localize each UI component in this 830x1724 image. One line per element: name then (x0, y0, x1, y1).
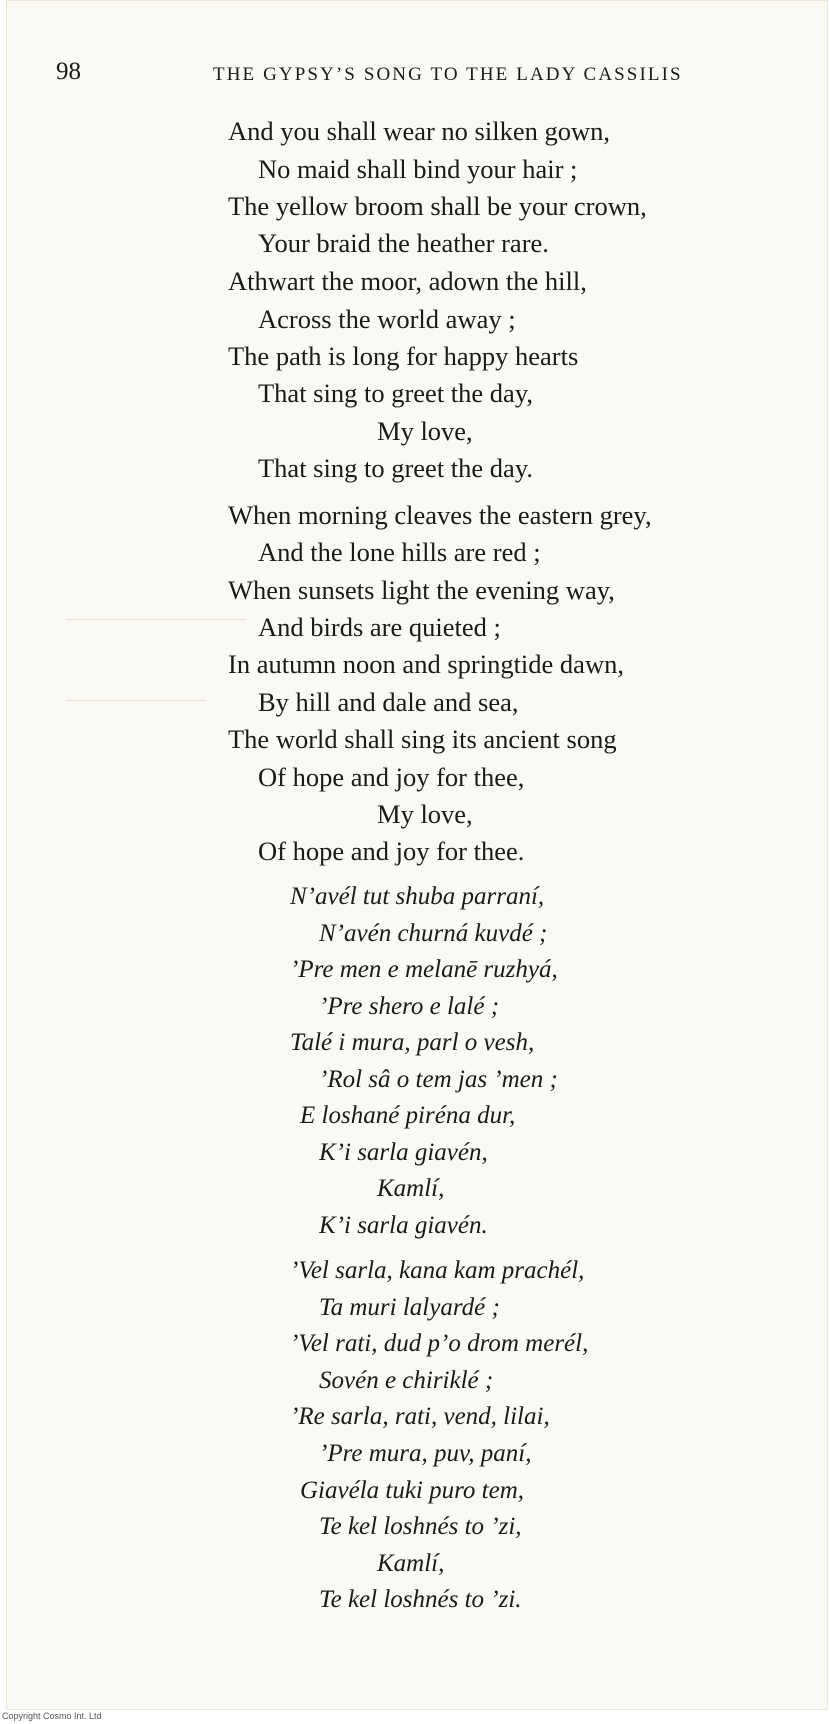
verse-line: Across the world away ; (258, 304, 516, 334)
verse-line: N’avén churná kuvdé ; (319, 920, 548, 947)
verse-line: No maid shall bind your hair ; (258, 154, 578, 184)
verse-line: ’Pre men e melanē ruzhyá, (290, 956, 558, 983)
verse-line: ’Vel rati, dud p’o drom merél, (290, 1330, 589, 1357)
verse-line: That sing to greet the day, (258, 378, 533, 408)
verse-line: ’Rol sâ o tem jas ’men ; (319, 1066, 558, 1093)
copyright-notice: Copyright Cosmo Int. Ltd (2, 1711, 102, 1721)
verse-line: When morning cleaves the eastern grey, (228, 500, 652, 530)
verse-line: ’Pre mura, puv, paní, (319, 1440, 532, 1467)
verse-line: And birds are quieted ; (258, 612, 501, 642)
verse-line: Ta muri lalyardé ; (319, 1294, 500, 1321)
book-page (6, 0, 828, 1710)
verse-line: Of hope and joy for thee. (258, 836, 525, 866)
verse-line: The yellow broom shall be your crown, (228, 191, 647, 221)
verse-line: Te kel loshnés to ’zi. (319, 1586, 522, 1613)
verse-line: Kamlí, (377, 1550, 445, 1577)
verse-line: ’Re sarla, rati, vend, lilai, (290, 1403, 550, 1430)
verse-line: E loshané piréna dur, (300, 1102, 516, 1129)
verse-line: In autumn noon and springtide dawn, (228, 649, 624, 679)
verse-line: Giavéla tuki puro tem, (300, 1477, 525, 1504)
verse-line: That sing to greet the day. (258, 453, 533, 483)
verse-line: When sunsets light the evening way, (228, 575, 615, 605)
verse-line: K’i sarla giavén. (319, 1212, 488, 1239)
show-through-rule (66, 700, 206, 701)
verse-line: Te kel loshnés to ’zi, (319, 1513, 522, 1540)
verse-line: ’Pre shero e lalé ; (319, 993, 500, 1020)
show-through-rule (66, 619, 246, 620)
verse-line: Athwart the moor, adown the hill, (228, 266, 587, 296)
verse-line: ’Vel sarla, kana kam prachél, (290, 1257, 585, 1284)
verse-line: Your braid the heather rare. (258, 228, 549, 258)
verse-line: And the lone hills are red ; (258, 537, 541, 567)
verse-line: My love, (377, 799, 473, 829)
verse-line: N’avél tut shuba parraní, (290, 883, 545, 910)
verse-line: And you shall wear no silken gown, (228, 116, 610, 146)
verse-line: Talé i mura, parl o vesh, (290, 1029, 535, 1056)
verse-line: Sovén e chiriklé ; (319, 1367, 494, 1394)
footer-strip (0, 1710, 830, 1724)
verse-line: My love, (377, 416, 473, 446)
verse-line: By hill and dale and sea, (258, 687, 519, 717)
page-number: 98 (56, 58, 81, 85)
verse-line: K’i sarla giavén, (319, 1139, 488, 1166)
verse-line: Of hope and joy for thee, (258, 762, 525, 792)
verse-line: The world shall sing its ancient song (228, 724, 617, 754)
verse-line: Kamlí, (377, 1175, 445, 1202)
verse-line: The path is long for happy hearts (228, 341, 579, 371)
running-head: THE GYPSY’S SONG TO THE LADY CASSILIS (213, 64, 683, 85)
